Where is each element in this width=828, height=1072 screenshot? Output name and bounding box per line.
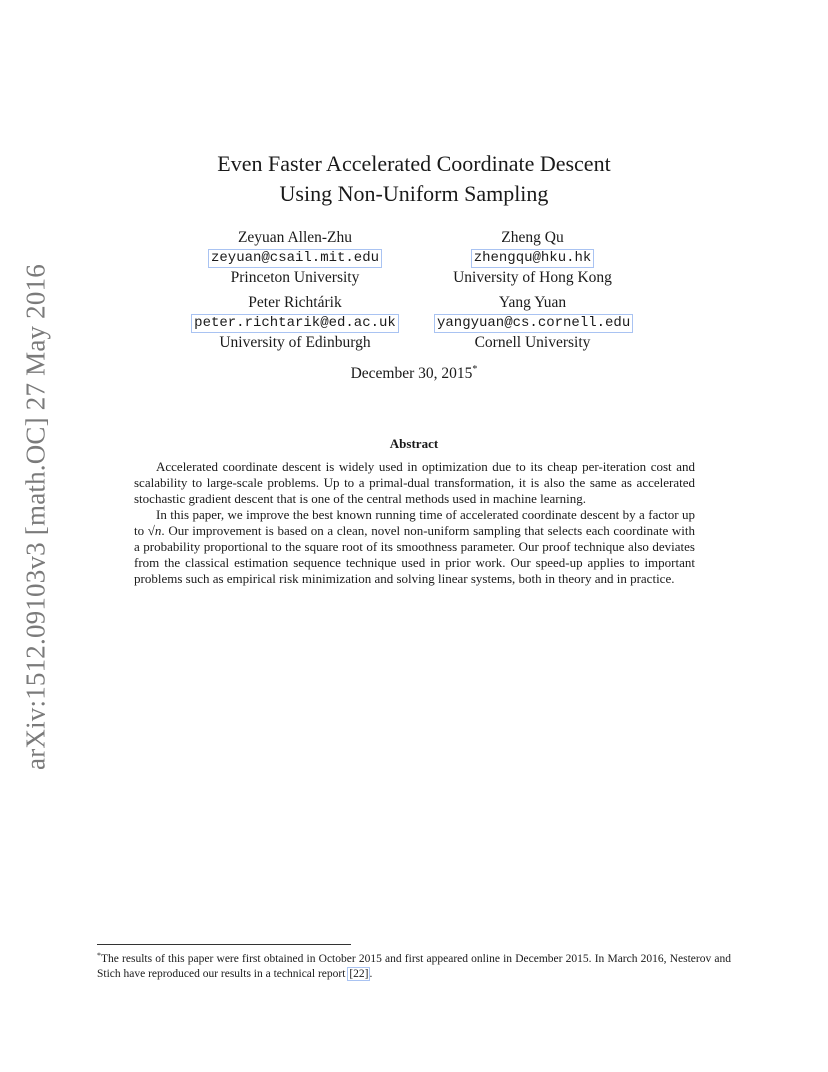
paper-date <box>0 364 828 383</box>
author-block-1 <box>205 228 385 287</box>
footnote-mark: * <box>97 951 101 960</box>
footnote <box>97 948 731 982</box>
abstract-p2-text-after: . Our improvement is based on a clean, novel non-uniform sampling that selects each coordinate with a probability proportional to the square root of its smoothness parameter. Our proof technique also deviates from the classical estimation sequence technique used in prior work. Our speed-up applies to important problems such as empirical risk minimization and solving linear systems, both in theory and in practice. <box>134 523 695 586</box>
abstract-p2-text-before: In this paper, we improve the best known running time of accelerated coordinate descent by a factor up to <box>134 507 695 538</box>
author-block-3 <box>190 293 400 352</box>
author-name: Zheng Qu <box>501 229 564 246</box>
paper-title-line-1: Even Faster Accelerated Coordinate Descent <box>217 151 611 176</box>
date-text: December 30, 2015 <box>350 365 473 382</box>
footnote-rule <box>97 944 351 945</box>
author-name: Zeyuan Allen-Zhu <box>237 229 353 246</box>
author-email-link[interactable]: yangyuan@cs.cornell.edu <box>437 315 631 331</box>
author-affiliation: Cornell University <box>474 334 591 351</box>
paper-title-line-2: Using Non-Uniform Sampling <box>279 181 549 206</box>
author-email-link[interactable]: zeyuan@csail.mit.edu <box>210 250 380 266</box>
arxiv-margin-stamp: arXiv:1512.09103v3 [math.OC] 27 May 2016 <box>20 264 51 770</box>
citation-link[interactable]: [22] <box>349 968 369 980</box>
sqrt-n-math: √n <box>147 523 162 538</box>
date-footnote-mark: * <box>472 364 478 375</box>
footnote-text-after: . <box>369 968 373 980</box>
abstract-paragraph-2 <box>134 507 695 587</box>
author-email-link[interactable]: peter.richtarik@ed.ac.uk <box>194 315 396 331</box>
author-name: Peter Richtárik <box>248 294 342 311</box>
author-affiliation: University of Hong Kong <box>453 269 612 286</box>
author-block-2 <box>440 228 625 287</box>
abstract-paragraph-1: Accelerated coordinate descent is widely used in optimization due to its cheap per-iteration cost and scalability to large-scale problems. Up to a primal-dual transformation, it is also the same as accelerated stochastic gradient descent that is one of the central methods used in machine learning. <box>134 459 695 506</box>
author-block-4 <box>435 293 630 352</box>
author-affiliation: Princeton University <box>230 269 360 286</box>
author-name: Yang Yuan <box>498 294 567 311</box>
author-email-link[interactable]: zhengqu@hku.hk <box>473 250 592 266</box>
footnote-text-before: The results of this paper were first obtained in October 2015 and first appeared online in December 2015. In March 2016, Nesterov and Stich have reproduced our results in a technical report <box>97 953 731 980</box>
abstract-body <box>134 459 695 587</box>
author-affiliation: University of Edinburgh <box>219 334 371 351</box>
paper-title <box>0 149 828 209</box>
abstract-heading: Abstract <box>389 436 439 451</box>
